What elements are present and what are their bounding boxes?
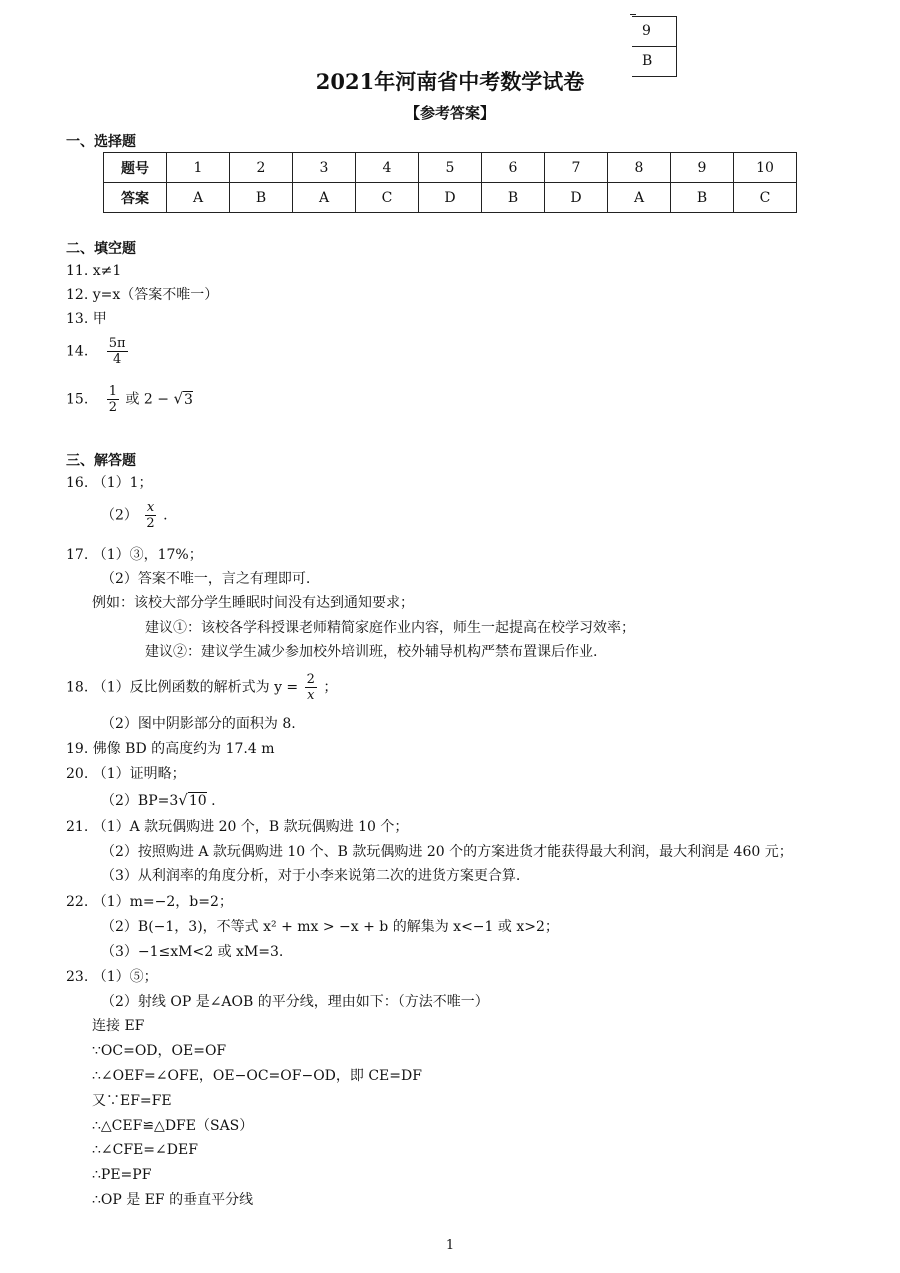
page-title: 2021年河南省中考数学试卷 [315,69,585,94]
answer-line-17-5: 建议②：建议学生减少参加校外培训班，校外辅导机构严禁布置课后作业. [145,644,598,660]
fraction-numerator: 5π [108,336,126,351]
answer-line-21-2: （2）按照购进 A 款玩偶购进 10 个、B 款玩偶购进 20 个的方案进货才能获得最大利润，最大利润是 460 元； [101,844,793,860]
table-head-number: 题号 [104,153,167,183]
proof-line-3: ∴∠OEF=∠OFE，OE−OC=OF−OD，即 CE=DF [92,1068,422,1084]
corner-question-number: 9 [632,17,676,47]
sqrt-radicand: 3 [184,391,193,408]
table-cell: 3 [293,153,356,183]
answer-text: 18. （1）反比例函数的解析式为 y = [66,679,303,696]
sqrt-sign: √ [173,389,184,408]
fraction-numerator: 1 [108,384,117,399]
fraction-denominator: x [307,688,315,703]
answer-line-22-1: 22. （1）m=−2，b=2； [66,894,233,910]
table-head-answer: 答案 [104,183,167,213]
answer-line-17-2: （2）答案不唯一，言之有理即可. [101,571,311,587]
table-cell: 5 [419,153,482,183]
answer-line-18-2: （2）图中阴影部分的面积为 8. [101,716,296,732]
corner-answer: B [642,53,653,69]
section-choice-heading: 一、选择题 [66,134,136,150]
answer-line-15 [66,384,193,415]
table-cell: 10 [734,153,797,183]
fraction [107,336,128,367]
answer-line-20-2 [101,791,216,810]
corner-tick [630,14,636,15]
answer-line-22-3: （3）−1≤xM<2 或 xM=3. [101,944,284,960]
table-row-answers [104,183,797,213]
answer-line-12: 12. y=x（答案不唯一） [66,287,219,303]
table-cell: A [293,183,356,213]
fraction-numerator: x [146,500,155,515]
answer-line-23-1: 23. （1）⑤； [66,969,158,985]
fraction-numerator: 2 [306,672,315,687]
table-cell: A [608,183,671,213]
answer-line-21-3: （3）从利润率的角度分析，对于小李来说第二次的进货方案更合算. [101,868,521,884]
answer-line-22-2: （2）B(−1，3)，不等式 x² + mx > −x + b 的解集为 x<−1 或 x>2； [101,919,559,935]
table-cell: 8 [608,153,671,183]
section-fill-heading: 二、填空题 [66,241,136,257]
table-cell: 7 [545,153,608,183]
answer-line-20-1: 20. （1）证明略； [66,766,186,782]
proof-line-6: ∴∠CFE=∠DEF [92,1142,198,1158]
proof-line-5: ∴△CEF≌△DFE（SAS） [92,1118,254,1134]
table-cell: 6 [482,153,545,183]
answer-line-17-4: 建议①：该校各学科授课老师精简家庭作业内容，师生一起提高在校学习效率； [145,620,635,636]
sqrt-radicand: 10 [188,793,207,809]
choice-answer-table [103,152,797,213]
table-cell: A [167,183,230,213]
answer-line-11: 11. x≠1 [66,263,122,279]
fraction-denominator: 4 [112,352,122,367]
table-cell: C [356,183,419,213]
table-cell: 1 [167,153,230,183]
proof-line-2: ∵OC=OD，OE=OF [92,1043,227,1059]
section-solve-heading: 三、解答题 [66,453,136,469]
table-cell: 4 [356,153,419,183]
answer-text: . [206,793,216,809]
answer-text: （2） [101,507,138,524]
proof-line-8: ∴OP 是 EF 的垂直平分线 [92,1192,254,1208]
table-cell: 9 [671,153,734,183]
answer-line-16-1: 16. （1）1； [66,475,153,491]
answer-line-21-1: 21. （1）A 款玩偶购进 20 个，B 款玩偶购进 10 个； [66,819,409,835]
answer-line-13: 13. 甲 [66,311,107,327]
fraction [144,500,156,531]
table-cell: D [545,183,608,213]
answer-text: 或 2 − [125,391,174,408]
question-label: 15. [66,391,89,408]
table-cell: 2 [230,153,293,183]
answer-text: ； [323,679,338,696]
proof-line-7: ∴PE=PF [92,1167,152,1183]
proof-line-4: 又∵EF=FE [92,1093,172,1109]
fraction [107,384,119,415]
answer-text: . [163,507,168,524]
table-cell: B [671,183,734,213]
answer-line-16-2 [101,500,168,531]
answer-line-18-1 [66,672,337,703]
answer-line-23-2: （2）射线 OP 是∠AOB 的平分线，理由如下：（方法不唯一） [101,994,489,1010]
table-cell: D [419,183,482,213]
answer-line-17-1: 17. （1）③，17%； [66,547,203,563]
sqrt-sign: √ [178,791,188,809]
table-cell: C [734,183,797,213]
fraction-denominator: 2 [146,516,155,531]
page-subtitle: 【参考答案】 [404,104,495,122]
answer-line-17-3: 例如：该校大部分学生睡眠时间没有达到通知要求； [92,595,414,611]
proof-line-1: 连接 EF [92,1018,145,1034]
table-cell: B [482,183,545,213]
answer-line-14 [66,336,130,367]
answer-text: （2）BP=3 [101,793,179,809]
fraction-denominator: 2 [108,400,117,415]
table-row-numbers [104,153,797,183]
answer-line-19: 19. 佛像 BD 的高度约为 17.4 m [66,741,275,757]
fraction [305,672,317,703]
table-cell: B [230,183,293,213]
page-number: 1 [445,1238,455,1253]
question-label: 14. [66,343,89,360]
